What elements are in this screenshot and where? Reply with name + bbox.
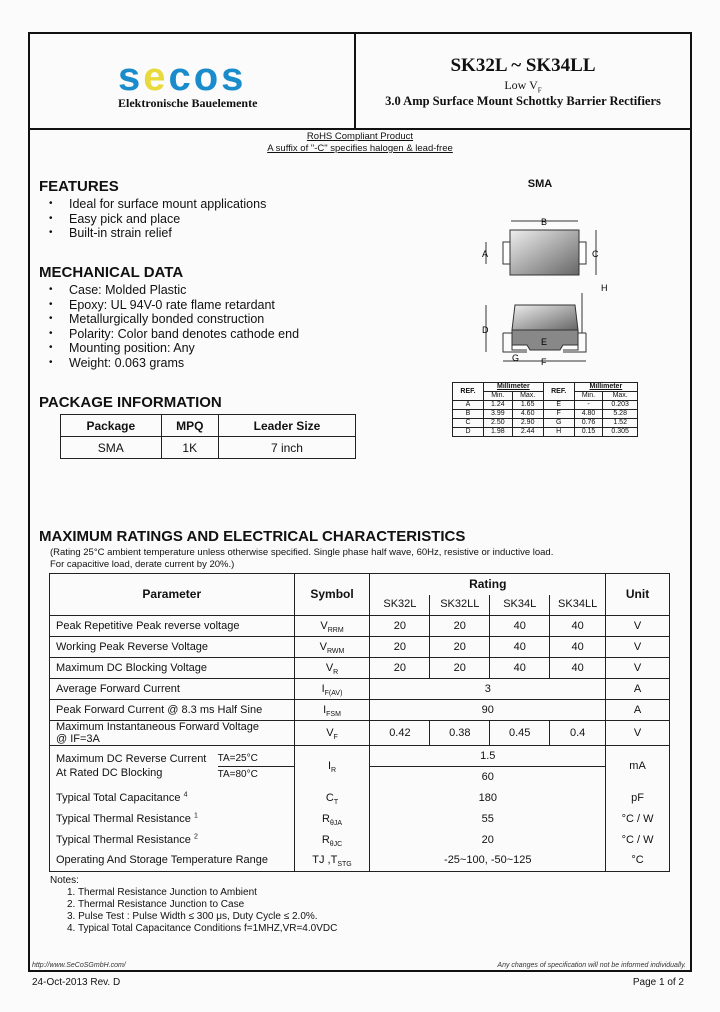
table-cell: TJ $,T_{STG}$ [294, 851, 370, 872]
dimensions-table [452, 382, 638, 437]
note-item: 3. Pulse Test : Pulse Width ≤ 300 μs, Duty Cycle ≤ 2.0%. [67, 911, 318, 922]
table-row [50, 616, 670, 637]
table-header: SK32LL [430, 595, 490, 616]
table-row [50, 788, 670, 809]
table-cell: Working Peak Reverse Voltage [50, 637, 295, 658]
ratings-section [49, 573, 670, 935]
subtitle: Low $V_F$ [504, 78, 542, 95]
table-row [50, 721, 670, 746]
header-divider [28, 128, 692, 130]
list-item: • Easy pick and place [39, 212, 266, 227]
table-header: Parameter [50, 574, 295, 616]
table-cell: A [606, 700, 670, 721]
table-cell: V [606, 721, 670, 746]
description: 3.0 Amp Surface Mount Schottky Barrier Rectifiers [385, 94, 661, 108]
table-row [50, 658, 670, 679]
table-row [453, 428, 638, 437]
table-cell: 20 [430, 658, 490, 679]
table-cell: $C_T$ [294, 788, 370, 809]
note-item: 4. Typical Total Capacitance Conditions f=1MHZ,VR=4.0VDC [67, 923, 338, 934]
revision-date: 24-Oct-2013 Rev. D [32, 977, 121, 988]
table-header: Unit [606, 574, 670, 616]
list-item: • Metallurgically bonded construction [39, 312, 299, 327]
table-cell: Maximum DC Blocking Voltage [50, 658, 295, 679]
table-cell: pF [606, 788, 670, 809]
table-header: Leader Size [218, 415, 355, 437]
table-cell: 5.28 [603, 410, 638, 419]
table-row [50, 746, 670, 767]
table-cell: 20 [430, 637, 490, 658]
table-cell: Operating And Storage Temperature Range [50, 851, 295, 872]
table-cell: 2.44 [512, 428, 543, 437]
notes-list [67, 887, 670, 935]
diagram-title: SMA [527, 178, 553, 190]
table-cell: 0.15 [574, 428, 603, 437]
table-header: Millimeter [574, 383, 637, 392]
mechanical-list [39, 283, 299, 371]
dim-label-g: G [512, 353, 520, 363]
table-cell: 1.24 [484, 401, 513, 410]
list-item: • Ideal for surface mount applications [39, 197, 266, 212]
table-cell: B [453, 410, 484, 419]
dim-label-d: D [482, 325, 489, 335]
website-link[interactable]: http://www.SeCoSGmbH.com/ [32, 962, 126, 969]
table-cell: Peak Forward Current @ 8.3 ms Half Sine [50, 700, 295, 721]
table-cell: 0.76 [574, 419, 603, 428]
table-header: Min. [574, 392, 603, 401]
table-cell: 40 [490, 616, 550, 637]
secos-logo: secos [118, 55, 247, 99]
table-cell: °C [606, 851, 670, 872]
table-cell: 0.45 [490, 721, 550, 746]
table-cell: H [543, 428, 574, 437]
table-cell: $V_R$ [294, 658, 370, 679]
table-cell: 0.42 [370, 721, 430, 746]
list-item: • Polarity: Color band denotes cathode end [39, 327, 299, 342]
table-row [50, 830, 670, 851]
features-heading: FEATURES [39, 178, 119, 195]
dim-label-h: H [601, 283, 608, 293]
dim-label-e: E [541, 337, 548, 347]
table-cell: SMA [61, 437, 162, 459]
ratings-heading: MAXIMUM RATINGS AND ELECTRICAL CHARACTERISTICS [39, 528, 466, 545]
table-header: Millimeter [484, 383, 544, 392]
table-cell: V [606, 616, 670, 637]
table-cell: Maximum Instantaneous Forward Voltage @ IF=3A [50, 721, 295, 746]
table-cell: 20 [430, 616, 490, 637]
table-cell: 0.305 [603, 428, 638, 437]
table-cell: 1K [161, 437, 218, 459]
table-cell: 180 [370, 788, 606, 809]
table-header: REF. [543, 383, 574, 401]
table-cell: 60 [370, 767, 606, 788]
table-header: SK34L [490, 595, 550, 616]
table-header: REF. [453, 383, 484, 401]
table-cell: A [453, 401, 484, 410]
list-item: • Weight: 0.063 grams [39, 356, 299, 371]
table-cell: 55 [370, 809, 606, 830]
table-cell: 1.98 [484, 428, 513, 437]
table-cell: 40 [550, 658, 606, 679]
table-cell: Typical Thermal Resistance $^2$ [50, 830, 295, 851]
ratings-table [49, 573, 670, 872]
table-header: SK32L [370, 595, 430, 616]
table-cell: $V_F$ [294, 721, 370, 746]
table-row [50, 637, 670, 658]
table-cell: D [453, 428, 484, 437]
list-item: • Built-in strain relief [39, 226, 266, 241]
table-cell: $I_{FSM}$ [294, 700, 370, 721]
table-cell: 4.80 [574, 410, 603, 419]
table-row [50, 851, 670, 872]
logo-subtitle: Elektronische Bauelemente [118, 96, 258, 110]
table-header: Package [61, 415, 162, 437]
table-cell: G [543, 419, 574, 428]
table-header: SK34LL [550, 595, 606, 616]
table-cell: 40 [550, 637, 606, 658]
table-cell: 20 [370, 637, 430, 658]
mechanical-heading: MECHANICAL DATA [39, 264, 184, 281]
table-row [50, 700, 670, 721]
table-cell: mA [606, 746, 670, 788]
table-cell: 40 [490, 658, 550, 679]
table-cell: $V_{RRM}$ [294, 616, 370, 637]
table-header: Symbol [294, 574, 370, 616]
dim-label-b: B [541, 217, 548, 227]
table-row [50, 809, 670, 830]
table-cell: 20 [370, 658, 430, 679]
table-cell: $R_{\theta JA}$ [294, 809, 370, 830]
table-cell: Typical Thermal Resistance $^1$ [50, 809, 295, 830]
table-cell: A [606, 679, 670, 700]
table-cell: 1.65 [512, 401, 543, 410]
table-cell: E [543, 401, 574, 410]
table-cell: Typical Total Capacitance $^4$ [50, 788, 295, 809]
table-cell: 1.5 [370, 746, 606, 767]
table-cell: 0.203 [603, 401, 638, 410]
notes-title: Notes: [50, 875, 79, 886]
table-cell: °C / W [606, 830, 670, 851]
sma-package-diagram [460, 195, 620, 367]
ratings-conditions: (Rating 25°C ambient temperature unless otherwise specified. Single phase half wave, 60Hz, resistive or inductive load. For capacitive load, derate current by 20%.) [50, 547, 554, 570]
list-item: • Case: Molded Plastic [39, 283, 299, 298]
package-heading: PACKAGE INFORMATION [39, 394, 222, 411]
table-cell: 2.50 [484, 419, 513, 428]
table-cell: $I_R$ [294, 746, 370, 788]
dim-label-f: F [541, 357, 547, 367]
table-cell: 20 [370, 616, 430, 637]
table-cell: Average Forward Current [50, 679, 295, 700]
dim-label-c: C [592, 249, 599, 259]
table-cell: 1.52 [603, 419, 638, 428]
table-cell: 40 [550, 616, 606, 637]
table-row [50, 679, 670, 700]
table-cell: $R_{\theta JC}$ [294, 830, 370, 851]
table-header: Rating [370, 574, 606, 595]
table-row [453, 419, 638, 428]
table-cell: - [574, 401, 603, 410]
list-item: • Mounting position: Any [39, 341, 299, 356]
list-item: • Epoxy: UL 94V-0 rate flame retardant [39, 298, 299, 313]
dim-label-a: A [482, 249, 489, 259]
table-cell: Maximum DC Reverse Current At Rated DC Blocking TA=25°C TA=80°C [50, 746, 295, 788]
table-cell: 20 [370, 830, 606, 851]
table-header: MPQ [161, 415, 218, 437]
table-cell: 2.90 [512, 419, 543, 428]
note-item: 2. Thermal Resistance Junction to Case [67, 899, 245, 910]
table-cell: 4.60 [512, 410, 543, 419]
table-cell: V [606, 658, 670, 679]
note-item: 1. Thermal Resistance Junction to Ambient [67, 887, 257, 898]
table-cell: 90 [370, 700, 606, 721]
table-cell: F [543, 410, 574, 419]
table-cell: 0.4 [550, 721, 606, 746]
table-cell: 0.38 [430, 721, 490, 746]
table-cell: C [453, 419, 484, 428]
table-header: Min. [484, 392, 513, 401]
table-cell: °C / W [606, 809, 670, 830]
rohs-notice: RoHS Compliant Product A suffix of "-C" specifies halogen & lead-free [267, 131, 453, 154]
table-cell: 40 [490, 637, 550, 658]
table-cell: Peak Repetitive Peak reverse voltage [50, 616, 295, 637]
features-list [39, 197, 266, 241]
part-title: SK32L ~ SK34LL [450, 55, 596, 76]
package-table [60, 414, 356, 459]
disclaimer: Any changes of specification will not be informed individually. [497, 962, 686, 969]
page-number: Page 1 of 2 [632, 977, 684, 988]
table-header: Max. [512, 392, 543, 401]
table-cell: $V_{RWM}$ [294, 637, 370, 658]
table-cell: -25~100, -50~125 [370, 851, 606, 872]
table-row [453, 410, 638, 419]
table-header: Max. [603, 392, 638, 401]
table-cell: 3.99 [484, 410, 513, 419]
table-row [453, 401, 638, 410]
table-cell: V [606, 637, 670, 658]
table-cell: $I_{F(AV)}$ [294, 679, 370, 700]
table-cell: 7 inch [218, 437, 355, 459]
table-cell: 3 [370, 679, 606, 700]
